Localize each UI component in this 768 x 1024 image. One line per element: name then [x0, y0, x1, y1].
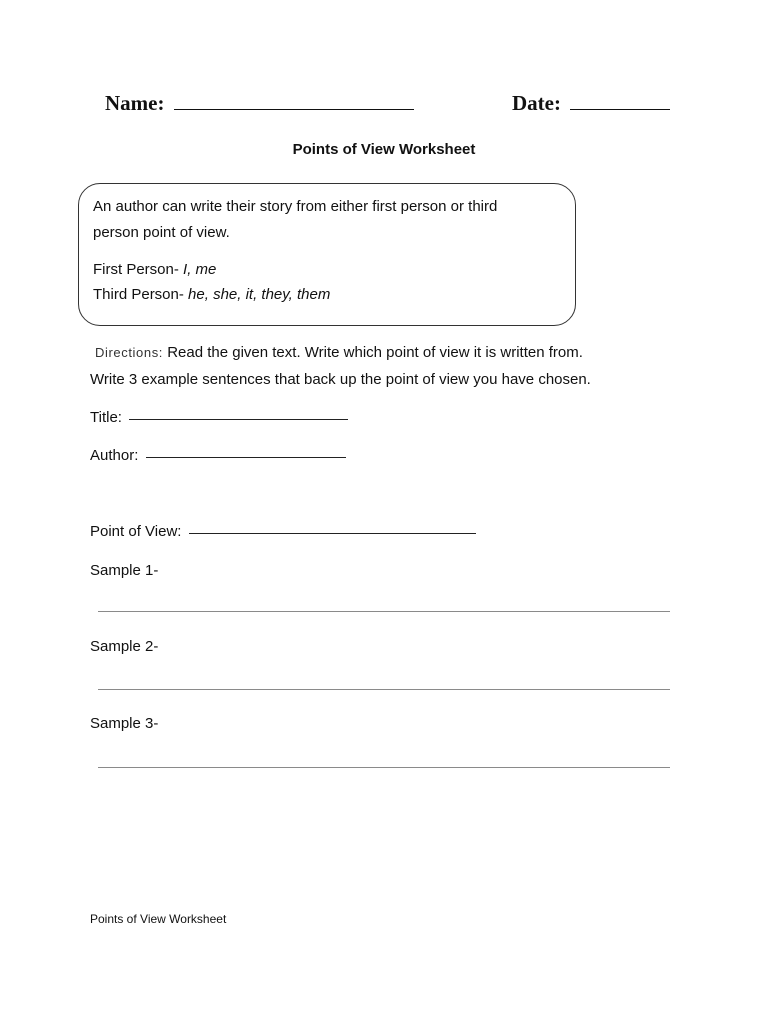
- directions-line-2: Write 3 example sentences that back up the point of view you have chosen.: [90, 371, 591, 388]
- title-blank[interactable]: [129, 418, 348, 420]
- worksheet-title: Points of View Worksheet: [292, 141, 476, 158]
- third-person-row: [93, 286, 330, 303]
- third-person-pronouns: he, she, it, they, them: [188, 286, 331, 303]
- name-blank[interactable]: [174, 108, 414, 110]
- name-field: [105, 91, 414, 116]
- third-person-label: Third Person-: [93, 286, 184, 303]
- info-line-1: An author can write their story from either first person or third: [93, 198, 498, 215]
- first-person-pronouns: I, me: [183, 261, 217, 278]
- sample-3-label: Sample 3-: [90, 715, 159, 732]
- sample-1-label: Sample 1-: [90, 562, 159, 579]
- first-person-row: [93, 261, 216, 278]
- sample-3-answer-line[interactable]: [98, 767, 670, 768]
- directions-label: Directions:: [95, 345, 164, 360]
- point-of-view-field: [90, 523, 476, 540]
- directions-text-1: Read the given text. Write which point of view it is written from.: [167, 344, 583, 361]
- directions-line-1: [95, 344, 583, 361]
- sample-2-answer-line[interactable]: [98, 689, 670, 690]
- date-blank[interactable]: [570, 108, 670, 110]
- author-field: [90, 447, 346, 464]
- author-label: Author:: [90, 447, 139, 464]
- point-of-view-label: Point of View:: [90, 523, 182, 540]
- info-box: [78, 183, 576, 326]
- title-label: Title:: [90, 409, 122, 426]
- sample-1-answer-line[interactable]: [98, 611, 670, 612]
- date-label: Date:: [512, 91, 561, 115]
- sample-2-label: Sample 2-: [90, 638, 159, 655]
- date-field: [512, 91, 670, 116]
- page-footer: Points of View Worksheet: [90, 912, 227, 926]
- point-of-view-blank[interactable]: [189, 532, 476, 534]
- first-person-label: First Person-: [93, 261, 179, 278]
- title-field: [90, 409, 348, 426]
- info-line-2: person point of view.: [93, 224, 230, 241]
- name-label: Name:: [105, 91, 165, 115]
- author-blank[interactable]: [146, 456, 346, 458]
